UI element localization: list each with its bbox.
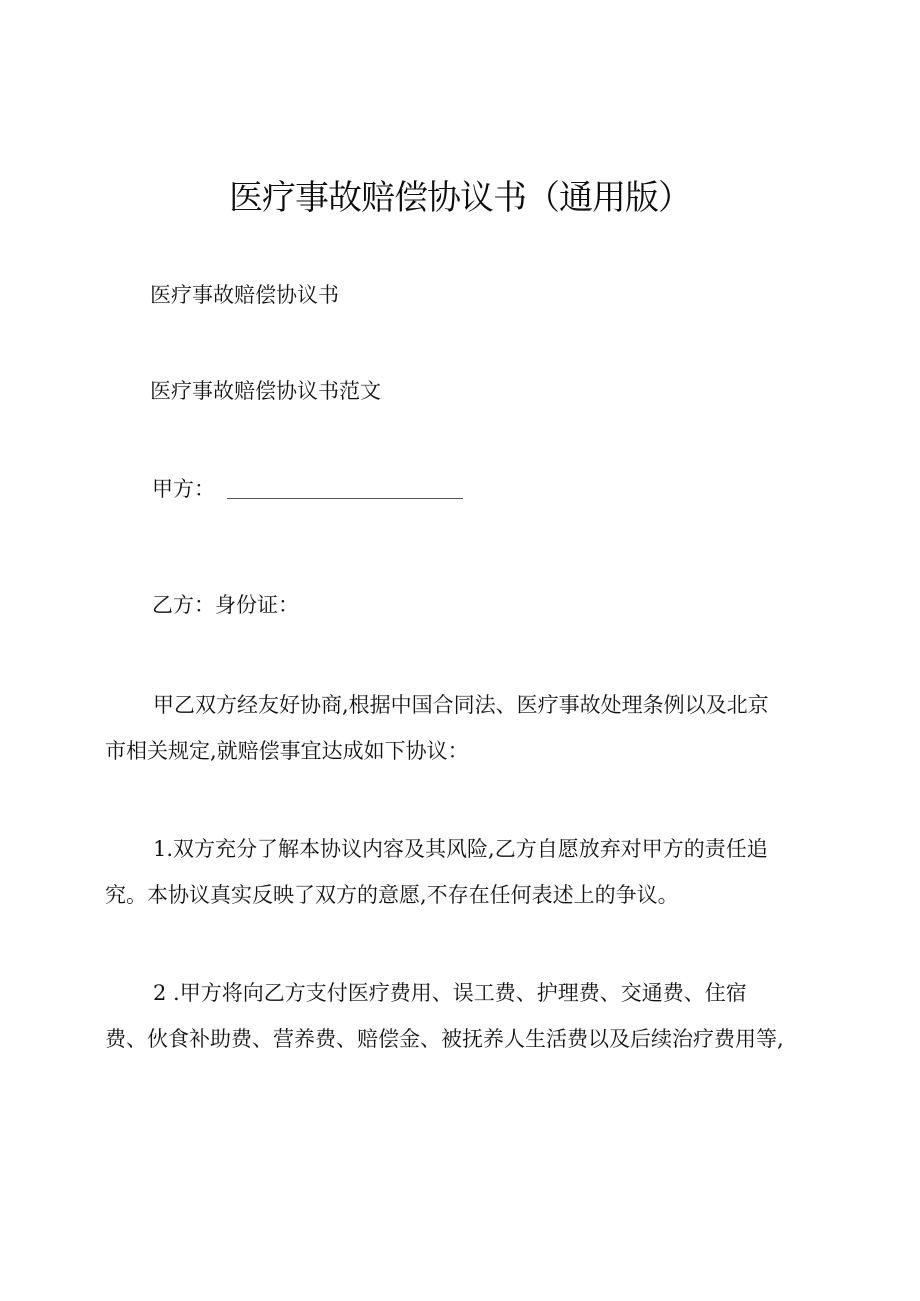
paragraph-line: 市相关规定,就赔偿事宜达成如下协议： — [105, 739, 469, 763]
paragraph-line: 2 .甲方将向乙方支付医疗费用、误工费、护理费、交通费、住宿 — [153, 981, 747, 1005]
document-title: 医疗事故赔偿协议书（通用版） — [229, 178, 691, 218]
paragraph-intro — [105, 682, 805, 774]
subtitle-line-1: 医疗事故赔偿协议书 — [150, 283, 339, 307]
party-a-blank-line — [227, 497, 463, 499]
paragraph-line: 费、伙食补助费、营养费、赔偿金、被抚养人生活费以及后续治疗费用等, — [105, 1027, 784, 1051]
paragraph-line: 甲乙双方经友好协商,根据中国合同法、医疗事故处理条例以及北京 — [153, 693, 769, 717]
paragraph-line: 1.双方充分了解本协议内容及其风险,乙方自愿放弃对甲方的责任追 — [153, 837, 768, 861]
party-a-row — [152, 474, 463, 504]
paragraph-clause-1 — [105, 826, 805, 918]
party-b-label: 乙方：身份证： — [152, 593, 299, 617]
subtitle-line-2: 医疗事故赔偿协议书范文 — [150, 379, 381, 403]
paragraph-line: 究。本协议真实反映了双方的意愿,不存在任何表述上的争议。 — [105, 883, 679, 907]
paragraph-clause-2 — [105, 970, 805, 1062]
party-a-label: 甲方： — [152, 477, 215, 501]
